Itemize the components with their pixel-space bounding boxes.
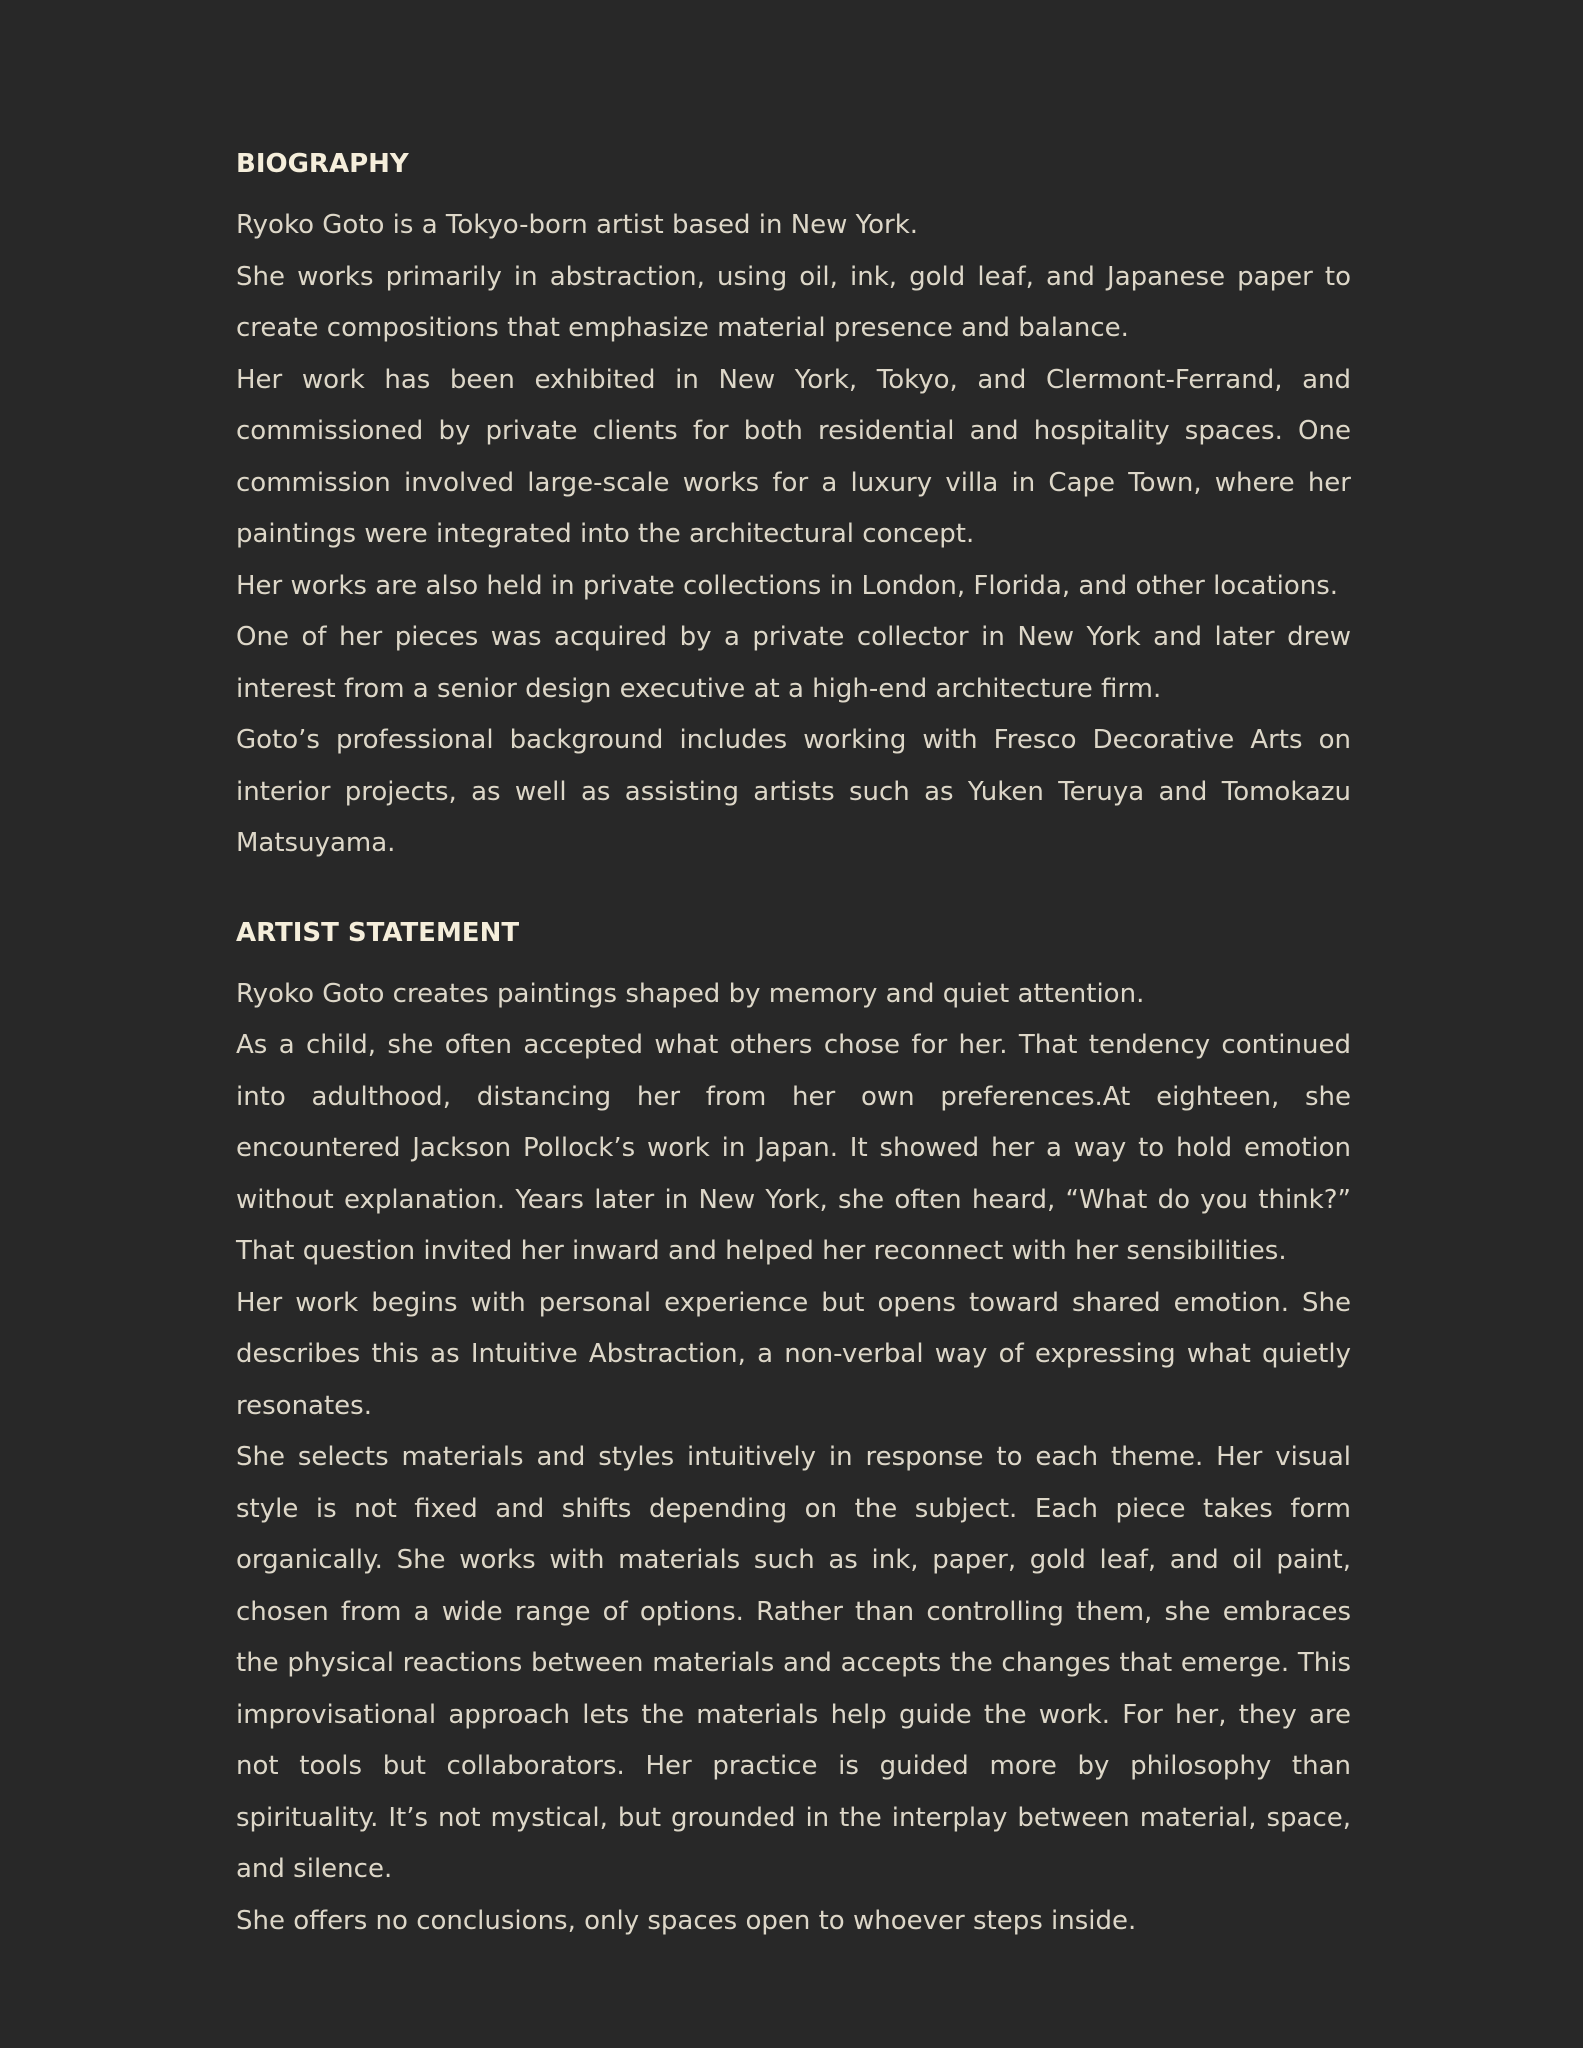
biography-section [236,128,1351,870]
content-column [236,128,1351,1947]
statement-paragraph: Ryoko Goto creates paintings shaped by memory and quiet attention. [236,978,1145,1009]
statement-paragraph: She selects materials and styles intuitively in response to each theme. Her visual style is not fixed and shifts depending on the subject. Each piece takes form organically. She works with materials such as ink, paper, gold leaf, and oil paint, chosen from a wide range of options. Rather than controlling them, she embraces the physical reactions between materials and accepts the changes that emerge. This improvisational approach lets the materials help guide the work. For her, they are not tools but collaborators. Her practice is guided more by philosophy than spirituality. It’s not mystical, but grounded in the interplay between material, space, and silence. [236,1442,1351,1884]
statement-paragraph: Her work begins with personal experience but opens toward shared emotion. She describes this as Intuitive Abstraction, a non-verbal way of expressing what quietly resonates. [236,1287,1351,1421]
biography-heading: BIOGRAPHY [236,149,409,179]
artist-statement-heading: ARTIST STATEMENT [236,917,520,948]
biography-paragraph: She works primarily in abstraction, using oil, ink, gold leaf, and Japanese paper to create compositions that emphasize material presence and balance. [236,261,1351,343]
biography-paragraph: Her work has been exhibited in New York, Tokyo, and Clermont-Ferrand, and commissioned by private clients for both residential and hospitality spaces. One commission involved large-scale works for a luxury villa in Cape Town, where her paintings were integrated into the architectural concept. [236,364,1351,549]
biography-paragraph: Goto’s professional background includes working with Fresco Decorative Arts on interior projects, as well as assisting artists such as Yuken Teruya and Tomokazu Matsuyama. [236,725,1351,858]
biography-paragraph: Her works are also held in private collections in London, Florida, and other locations. [236,570,1339,601]
artist-statement-section [236,897,1351,1948]
statement-paragraph: She offers no conclusions, only spaces open to whoever steps inside. [236,1905,1137,1936]
biography-paragraph: Ryoko Goto is a Tokyo-born artist based in New York. [236,210,919,240]
biography-paragraph: One of her pieces was acquired by a private collector in New York and later drew interest from a senior design executive at a high-end architecture firm. [236,622,1351,704]
statement-paragraph: As a child, she often accepted what others chose for her. That tendency continued into adulthood, distancing her from her own preferences.At eighteen, she encountered Jackson Pollock’s work in Japan. It showed her a way to hold emotion without explanation. Years later in New York, she often heard, “What do you think?” That question invited her inward and helped her reconnect with her sensibilities. [236,1030,1351,1266]
